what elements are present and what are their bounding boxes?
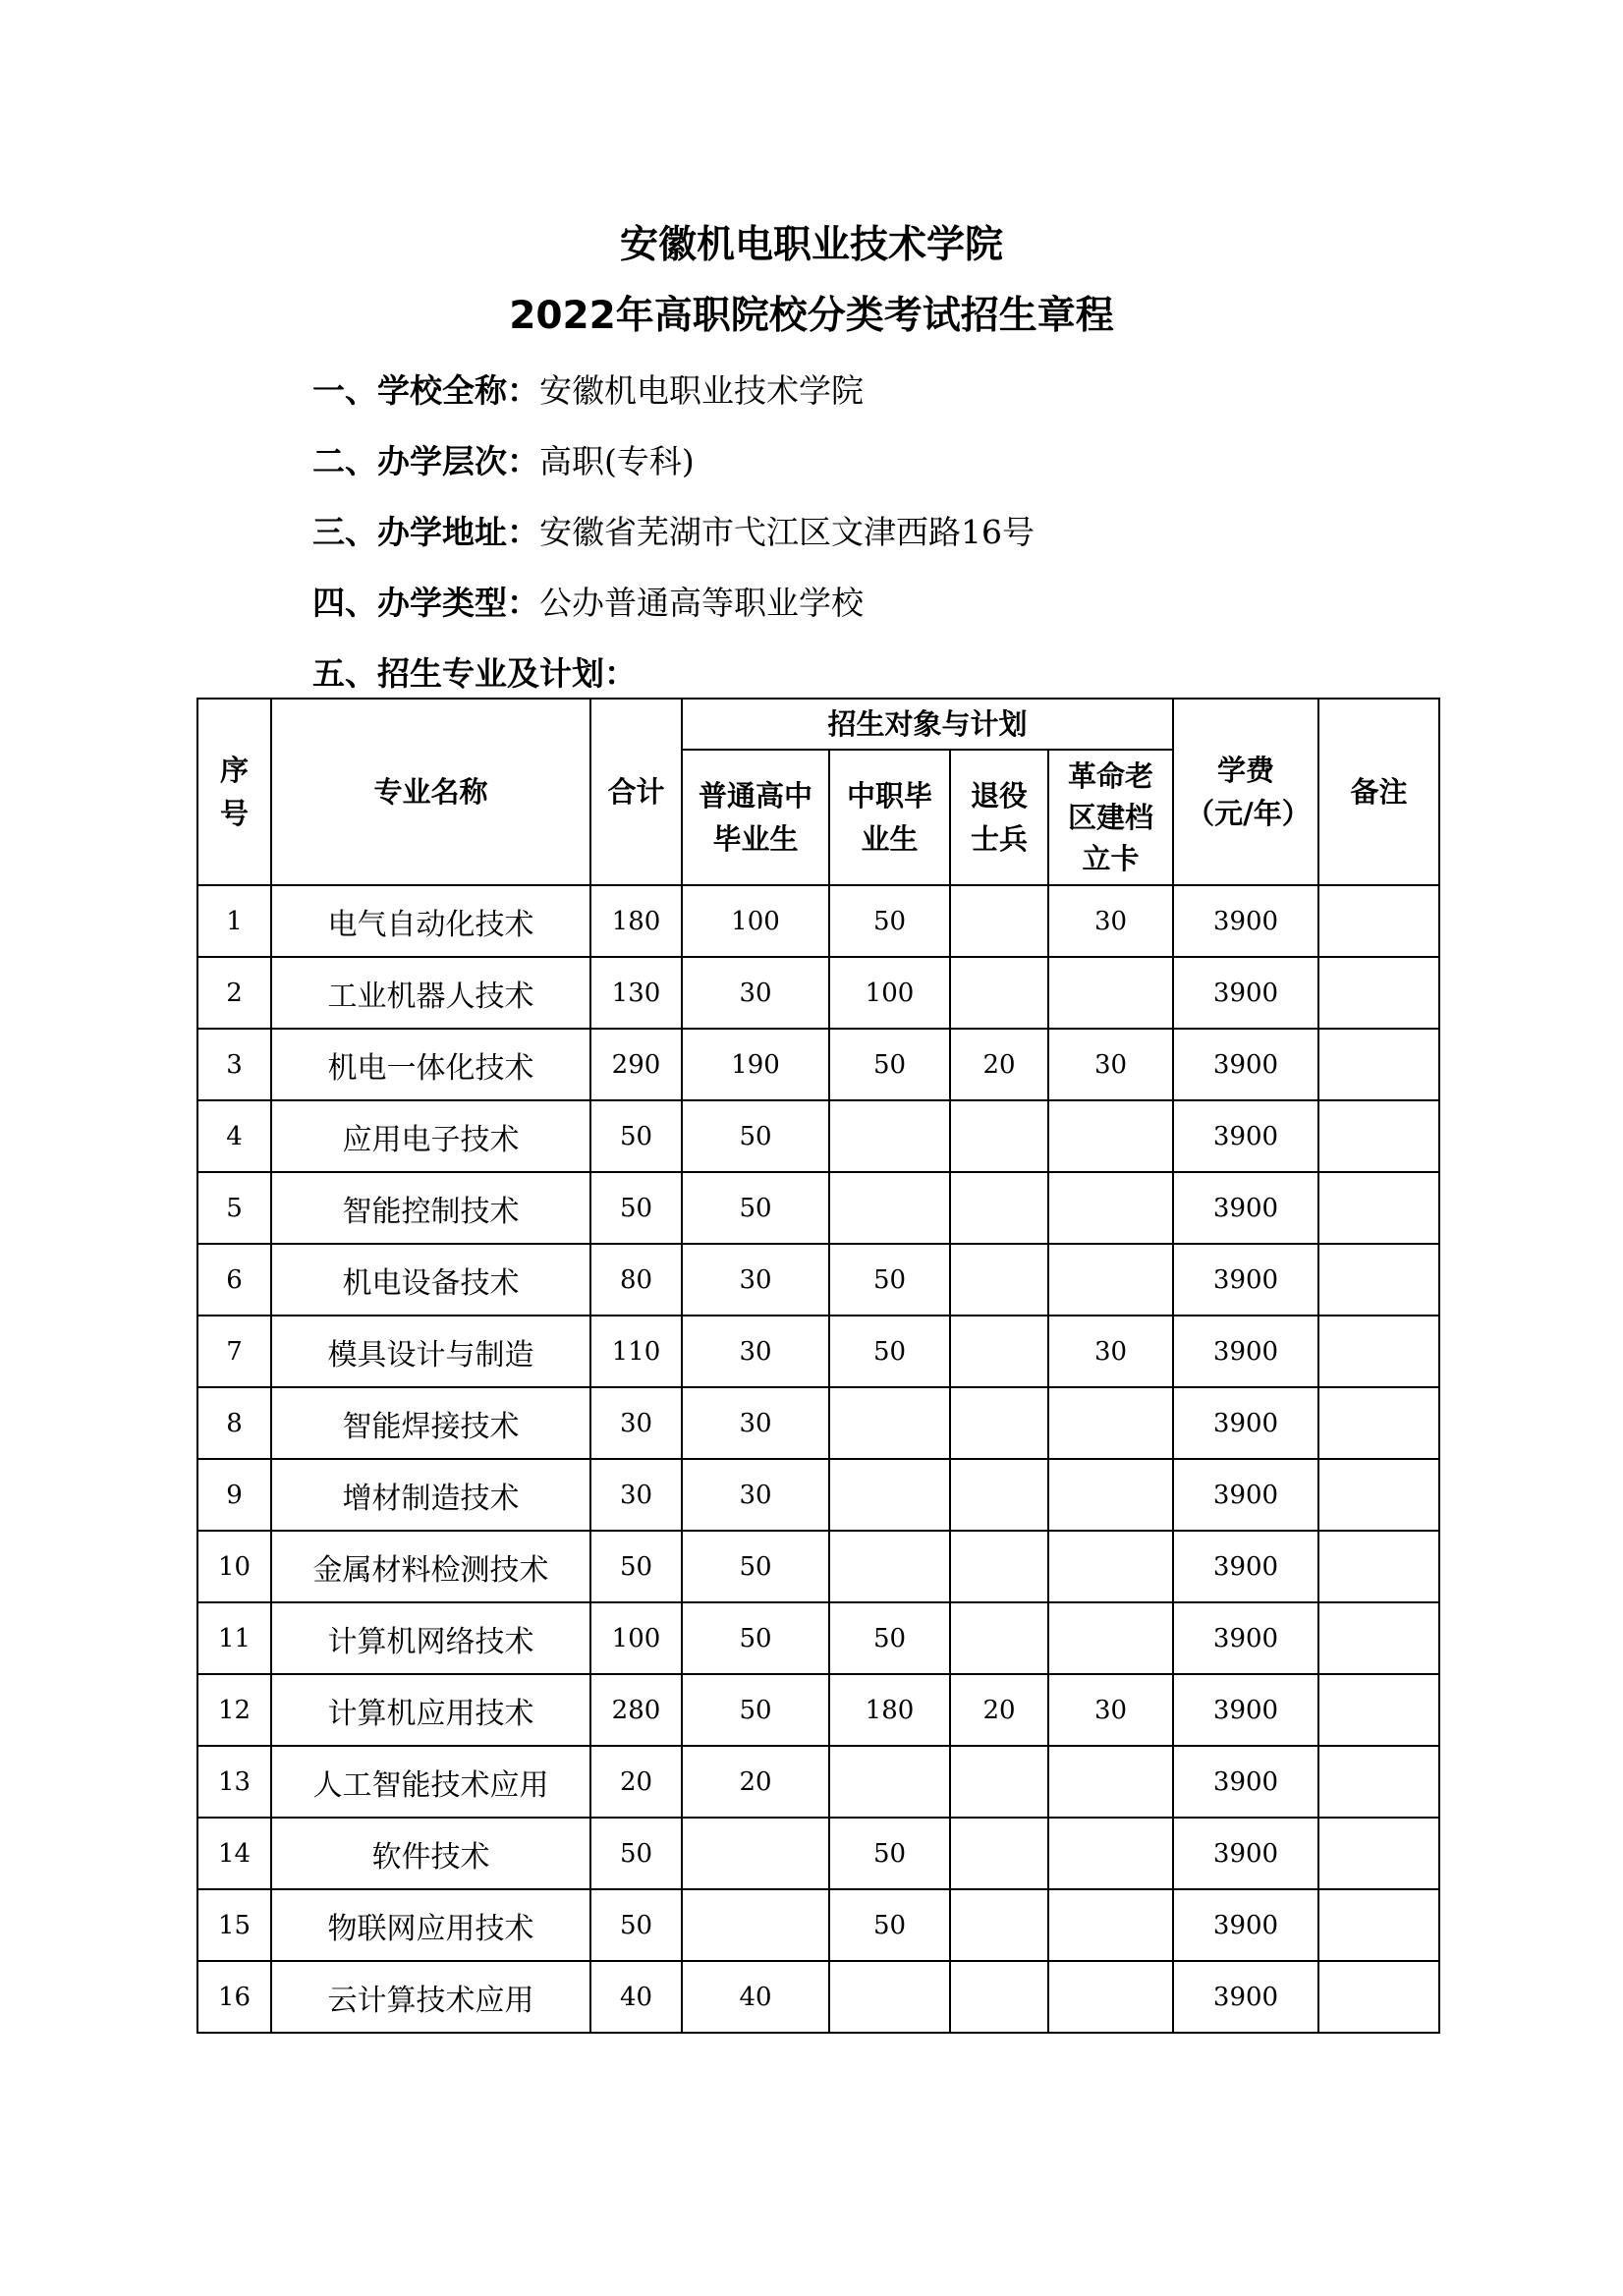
row-fee: 3900 bbox=[1173, 1674, 1318, 1746]
row-remark bbox=[1318, 885, 1439, 957]
row-highschool: 40 bbox=[682, 1961, 829, 2033]
info-key: 三、办学地址： bbox=[312, 513, 539, 551]
row-total: 110 bbox=[590, 1316, 682, 1387]
row-major-name: 模具设计与制造 bbox=[271, 1316, 590, 1387]
info-key: 五、招生专业及计划： bbox=[312, 654, 637, 693]
row-major-name: 电气自动化技术 bbox=[271, 885, 590, 957]
row-total: 50 bbox=[590, 1818, 682, 1889]
row-remark bbox=[1318, 1100, 1439, 1172]
row-old-area: 30 bbox=[1048, 1029, 1173, 1100]
info-line-level bbox=[312, 436, 695, 482]
row-highschool: 100 bbox=[682, 885, 829, 957]
row-remark bbox=[1318, 1674, 1439, 1746]
row-veterans bbox=[950, 1100, 1048, 1172]
row-seq: 10 bbox=[197, 1531, 271, 1602]
row-highschool: 20 bbox=[682, 1746, 829, 1818]
row-veterans bbox=[950, 885, 1048, 957]
table-row bbox=[197, 1316, 1439, 1387]
row-seq: 2 bbox=[197, 957, 271, 1029]
header-veterans: 退役士兵 bbox=[950, 750, 1048, 885]
row-highschool: 50 bbox=[682, 1674, 829, 1746]
row-fee: 3900 bbox=[1173, 1387, 1318, 1459]
row-vocational: 50 bbox=[829, 1244, 950, 1316]
row-remark bbox=[1318, 1889, 1439, 1961]
row-major-name: 智能焊接技术 bbox=[271, 1387, 590, 1459]
row-veterans bbox=[950, 1387, 1048, 1459]
row-veterans bbox=[950, 1961, 1048, 2033]
row-total: 40 bbox=[590, 1961, 682, 2033]
row-old-area bbox=[1048, 1459, 1173, 1531]
row-fee: 3900 bbox=[1173, 1459, 1318, 1531]
row-vocational bbox=[829, 1531, 950, 1602]
row-major-name: 机电设备技术 bbox=[271, 1244, 590, 1316]
header-major-name: 专业名称 bbox=[271, 699, 590, 885]
row-vocational: 50 bbox=[829, 1818, 950, 1889]
row-seq: 12 bbox=[197, 1674, 271, 1746]
row-total: 100 bbox=[590, 1602, 682, 1674]
row-old-area bbox=[1048, 1100, 1173, 1172]
table-row bbox=[197, 1602, 1439, 1674]
header-total: 合计 bbox=[590, 699, 682, 885]
row-seq: 3 bbox=[197, 1029, 271, 1100]
row-highschool: 50 bbox=[682, 1531, 829, 1602]
row-fee: 3900 bbox=[1173, 1172, 1318, 1244]
row-total: 130 bbox=[590, 957, 682, 1029]
row-fee: 3900 bbox=[1173, 885, 1318, 957]
row-fee: 3900 bbox=[1173, 957, 1318, 1029]
row-vocational bbox=[829, 1100, 950, 1172]
row-major-name: 机电一体化技术 bbox=[271, 1029, 590, 1100]
row-total: 20 bbox=[590, 1746, 682, 1818]
table-row bbox=[197, 1459, 1439, 1531]
row-veterans bbox=[950, 1818, 1048, 1889]
row-major-name: 金属材料检测技术 bbox=[271, 1531, 590, 1602]
row-major-name: 智能控制技术 bbox=[271, 1172, 590, 1244]
table-row bbox=[197, 885, 1439, 957]
header-seq: 序号 bbox=[197, 699, 271, 885]
row-veterans: 20 bbox=[950, 1029, 1048, 1100]
row-remark bbox=[1318, 1961, 1439, 2033]
table-row bbox=[197, 957, 1439, 1029]
row-veterans bbox=[950, 1244, 1048, 1316]
row-total: 50 bbox=[590, 1100, 682, 1172]
table-row bbox=[197, 1531, 1439, 1602]
row-remark bbox=[1318, 1244, 1439, 1316]
row-seq: 9 bbox=[197, 1459, 271, 1531]
row-total: 180 bbox=[590, 885, 682, 957]
table-row bbox=[197, 1818, 1439, 1889]
info-key: 二、办学层次： bbox=[312, 442, 539, 480]
row-old-area bbox=[1048, 1746, 1173, 1818]
row-vocational: 50 bbox=[829, 1889, 950, 1961]
row-seq: 6 bbox=[197, 1244, 271, 1316]
row-highschool bbox=[682, 1889, 829, 1961]
row-seq: 14 bbox=[197, 1818, 271, 1889]
row-fee: 3900 bbox=[1173, 1889, 1318, 1961]
row-major-name: 云计算技术应用 bbox=[271, 1961, 590, 2033]
row-vocational bbox=[829, 1746, 950, 1818]
table-row bbox=[197, 1746, 1439, 1818]
row-remark bbox=[1318, 1387, 1439, 1459]
row-fee: 3900 bbox=[1173, 1244, 1318, 1316]
row-highschool: 30 bbox=[682, 1244, 829, 1316]
info-value: 安徽省芜湖市弋江区文津西路16号 bbox=[539, 513, 1035, 551]
row-seq: 8 bbox=[197, 1387, 271, 1459]
row-total: 30 bbox=[590, 1387, 682, 1459]
row-major-name: 工业机器人技术 bbox=[271, 957, 590, 1029]
row-remark bbox=[1318, 957, 1439, 1029]
row-highschool: 30 bbox=[682, 1387, 829, 1459]
info-line-type bbox=[312, 578, 864, 624]
row-total: 50 bbox=[590, 1889, 682, 1961]
row-seq: 11 bbox=[197, 1602, 271, 1674]
row-seq: 13 bbox=[197, 1746, 271, 1818]
row-old-area: 30 bbox=[1048, 1674, 1173, 1746]
row-major-name: 计算机应用技术 bbox=[271, 1674, 590, 1746]
row-seq: 4 bbox=[197, 1100, 271, 1172]
row-highschool: 50 bbox=[682, 1100, 829, 1172]
row-old-area bbox=[1048, 1531, 1173, 1602]
row-veterans bbox=[950, 1746, 1048, 1818]
info-value: 高职(专科) bbox=[539, 442, 695, 480]
row-veterans bbox=[950, 1889, 1048, 1961]
row-remark bbox=[1318, 1746, 1439, 1818]
row-remark bbox=[1318, 1172, 1439, 1244]
row-fee: 3900 bbox=[1173, 1029, 1318, 1100]
row-vocational bbox=[829, 1387, 950, 1459]
row-vocational: 50 bbox=[829, 1602, 950, 1674]
row-highschool: 30 bbox=[682, 1316, 829, 1387]
row-old-area bbox=[1048, 1602, 1173, 1674]
row-remark bbox=[1318, 1602, 1439, 1674]
table-row bbox=[197, 1961, 1439, 2033]
row-highschool: 190 bbox=[682, 1029, 829, 1100]
row-major-name: 应用电子技术 bbox=[271, 1100, 590, 1172]
row-fee: 3900 bbox=[1173, 1602, 1318, 1674]
row-vocational: 50 bbox=[829, 1029, 950, 1100]
row-remark bbox=[1318, 1316, 1439, 1387]
table-header-row bbox=[197, 699, 1439, 750]
row-seq: 7 bbox=[197, 1316, 271, 1387]
row-total: 280 bbox=[590, 1674, 682, 1746]
row-remark bbox=[1318, 1029, 1439, 1100]
table-row bbox=[197, 1674, 1439, 1746]
row-remark bbox=[1318, 1818, 1439, 1889]
info-value: 公办普通高等职业学校 bbox=[539, 584, 864, 622]
row-total: 290 bbox=[590, 1029, 682, 1100]
row-old-area bbox=[1048, 1244, 1173, 1316]
row-total: 50 bbox=[590, 1172, 682, 1244]
header-highschool: 普通高中毕业生 bbox=[682, 750, 829, 885]
row-highschool bbox=[682, 1818, 829, 1889]
row-total: 30 bbox=[590, 1459, 682, 1531]
row-vocational bbox=[829, 1172, 950, 1244]
row-veterans bbox=[950, 1172, 1048, 1244]
row-vocational bbox=[829, 1961, 950, 2033]
row-fee: 3900 bbox=[1173, 1531, 1318, 1602]
row-veterans: 20 bbox=[950, 1674, 1048, 1746]
row-highschool: 30 bbox=[682, 1459, 829, 1531]
row-fee: 3900 bbox=[1173, 1961, 1318, 2033]
table-row bbox=[197, 1100, 1439, 1172]
table-row bbox=[197, 1387, 1439, 1459]
info-value: 安徽机电职业技术学院 bbox=[539, 371, 864, 410]
row-veterans bbox=[950, 957, 1048, 1029]
row-remark bbox=[1318, 1531, 1439, 1602]
row-highschool: 50 bbox=[682, 1602, 829, 1674]
row-total: 50 bbox=[590, 1531, 682, 1602]
row-fee: 3900 bbox=[1173, 1818, 1318, 1889]
row-veterans bbox=[950, 1459, 1048, 1531]
row-fee: 3900 bbox=[1173, 1316, 1318, 1387]
row-highschool: 30 bbox=[682, 957, 829, 1029]
info-line-plan-heading bbox=[312, 648, 637, 695]
row-old-area bbox=[1048, 1172, 1173, 1244]
info-line-school-name bbox=[312, 365, 864, 412]
table-row bbox=[197, 1244, 1439, 1316]
row-old-area bbox=[1048, 957, 1173, 1029]
row-seq: 16 bbox=[197, 1961, 271, 2033]
row-veterans bbox=[950, 1531, 1048, 1602]
row-major-name: 人工智能技术应用 bbox=[271, 1746, 590, 1818]
row-seq: 15 bbox=[197, 1889, 271, 1961]
row-major-name: 计算机网络技术 bbox=[271, 1602, 590, 1674]
row-old-area: 30 bbox=[1048, 1316, 1173, 1387]
row-remark bbox=[1318, 1459, 1439, 1531]
row-seq: 5 bbox=[197, 1172, 271, 1244]
row-highschool: 50 bbox=[682, 1172, 829, 1244]
info-line-address bbox=[312, 507, 1035, 553]
row-vocational: 50 bbox=[829, 885, 950, 957]
table-row bbox=[197, 1172, 1439, 1244]
table-row bbox=[197, 1029, 1439, 1100]
row-fee: 3900 bbox=[1173, 1746, 1318, 1818]
row-old-area bbox=[1048, 1818, 1173, 1889]
info-key: 四、办学类型： bbox=[312, 584, 539, 622]
row-old-area: 30 bbox=[1048, 885, 1173, 957]
row-major-name: 软件技术 bbox=[271, 1818, 590, 1889]
row-veterans bbox=[950, 1602, 1048, 1674]
row-seq: 1 bbox=[197, 885, 271, 957]
header-plan-group: 招生对象与计划 bbox=[682, 699, 1173, 750]
row-fee: 3900 bbox=[1173, 1100, 1318, 1172]
header-fee: 学费（元/年） bbox=[1173, 699, 1318, 885]
row-vocational bbox=[829, 1459, 950, 1531]
table-row bbox=[197, 1889, 1439, 1961]
row-total: 80 bbox=[590, 1244, 682, 1316]
row-veterans bbox=[950, 1316, 1048, 1387]
info-key: 一、学校全称： bbox=[312, 371, 539, 410]
header-vocational: 中职毕业生 bbox=[829, 750, 950, 885]
document-title: 安徽机电职业技术学院 bbox=[619, 223, 1003, 267]
enrollment-plan-table bbox=[196, 698, 1440, 2034]
row-vocational: 50 bbox=[829, 1316, 950, 1387]
row-old-area bbox=[1048, 1387, 1173, 1459]
row-old-area bbox=[1048, 1889, 1173, 1961]
document-subtitle: 2022年高职院校分类考试招生章程 bbox=[509, 294, 1114, 338]
header-old-area: 革命老区建档立卡 bbox=[1048, 750, 1173, 885]
row-old-area bbox=[1048, 1961, 1173, 2033]
row-vocational: 180 bbox=[829, 1674, 950, 1746]
row-vocational: 100 bbox=[829, 957, 950, 1029]
row-major-name: 增材制造技术 bbox=[271, 1459, 590, 1531]
header-remark: 备注 bbox=[1318, 699, 1439, 885]
row-major-name: 物联网应用技术 bbox=[271, 1889, 590, 1961]
